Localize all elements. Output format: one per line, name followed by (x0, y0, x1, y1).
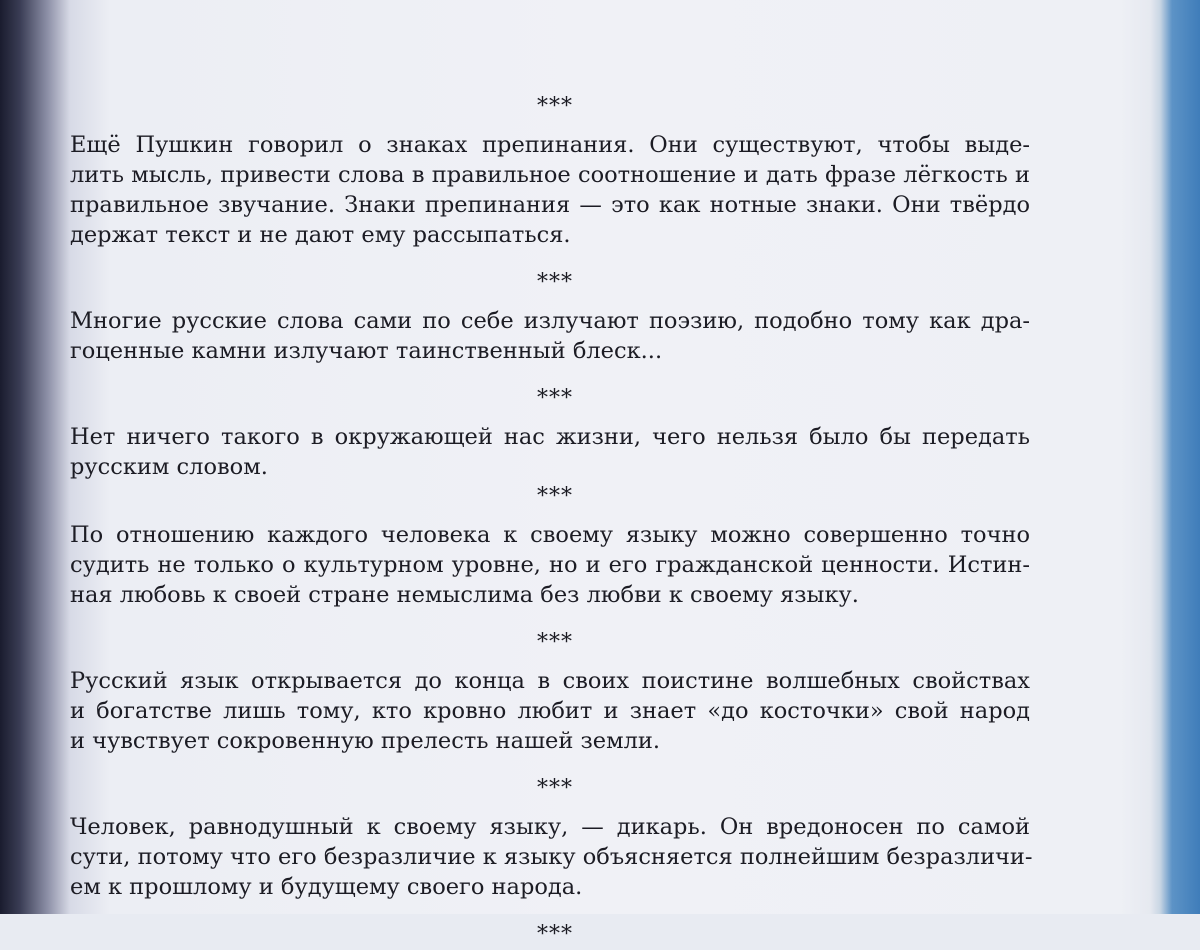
text-line: и богатстве лишь тому, кто кровно любит и знает «до косточки» свой народ (70, 698, 1030, 724)
separator: *** (537, 484, 573, 509)
separator: *** (537, 776, 573, 801)
separator: *** (537, 270, 573, 295)
text-line: судить не только о культурном уровне, но и его гражданской ценности. Истин- (70, 552, 1030, 578)
text-line: Нет ничего такого в окружающей нас жизни, чего нельзя было бы передать (70, 424, 1030, 450)
paragraph (70, 666, 1030, 756)
text-line: гоценные камни излучают таинственный блеск... (70, 338, 663, 364)
text-line: Многие русские слова сами по себе излучают поэзию, подобно тому как дра- (70, 308, 1030, 334)
paragraph (70, 306, 1030, 366)
text-line: и чувствует сокровенную прелесть нашей земли. (70, 728, 661, 754)
separator: *** (537, 94, 573, 119)
paragraph (70, 520, 1030, 610)
text-line: правильное звучание. Знаки препинания — это как нотные знаки. Они твёрдо (70, 192, 1030, 218)
separator: *** (537, 386, 573, 411)
paragraph (70, 422, 1030, 482)
text-line: сути, потому что его безразличие к языку объясняется полнейшим безразличи- (70, 844, 1033, 870)
paragraph (70, 812, 1033, 902)
text-line: русским словом. (70, 454, 268, 480)
separator: *** (537, 630, 573, 655)
text-line: Ещё Пушкин говорил о знаках препинания. Они существуют, чтобы выде- (70, 132, 1030, 158)
text-line: лить мысль, привести слова в правильное соотношение и дать фразе лёгкость и (70, 162, 1030, 188)
text-line: ная любовь к своей стране немыслима без любви к своему языку. (70, 582, 859, 608)
text-line: ем к прошлому и будущему своего народа. (70, 874, 583, 900)
text-block (70, 92, 1033, 950)
text-line: Русский язык открывается до конца в своих поистине волшебных свойствах (70, 668, 1030, 694)
text-line: По отношению каждого человека к своему языку можно совершенно точно (70, 522, 1030, 548)
paragraph (70, 130, 1030, 250)
separator: *** (537, 922, 573, 947)
text-line: Человек, равнодушный к своему языку, — дикарь. Он вредоносен по самой (70, 814, 1030, 840)
text-line: держат текст и не дают ему рассыпаться. (70, 222, 571, 248)
